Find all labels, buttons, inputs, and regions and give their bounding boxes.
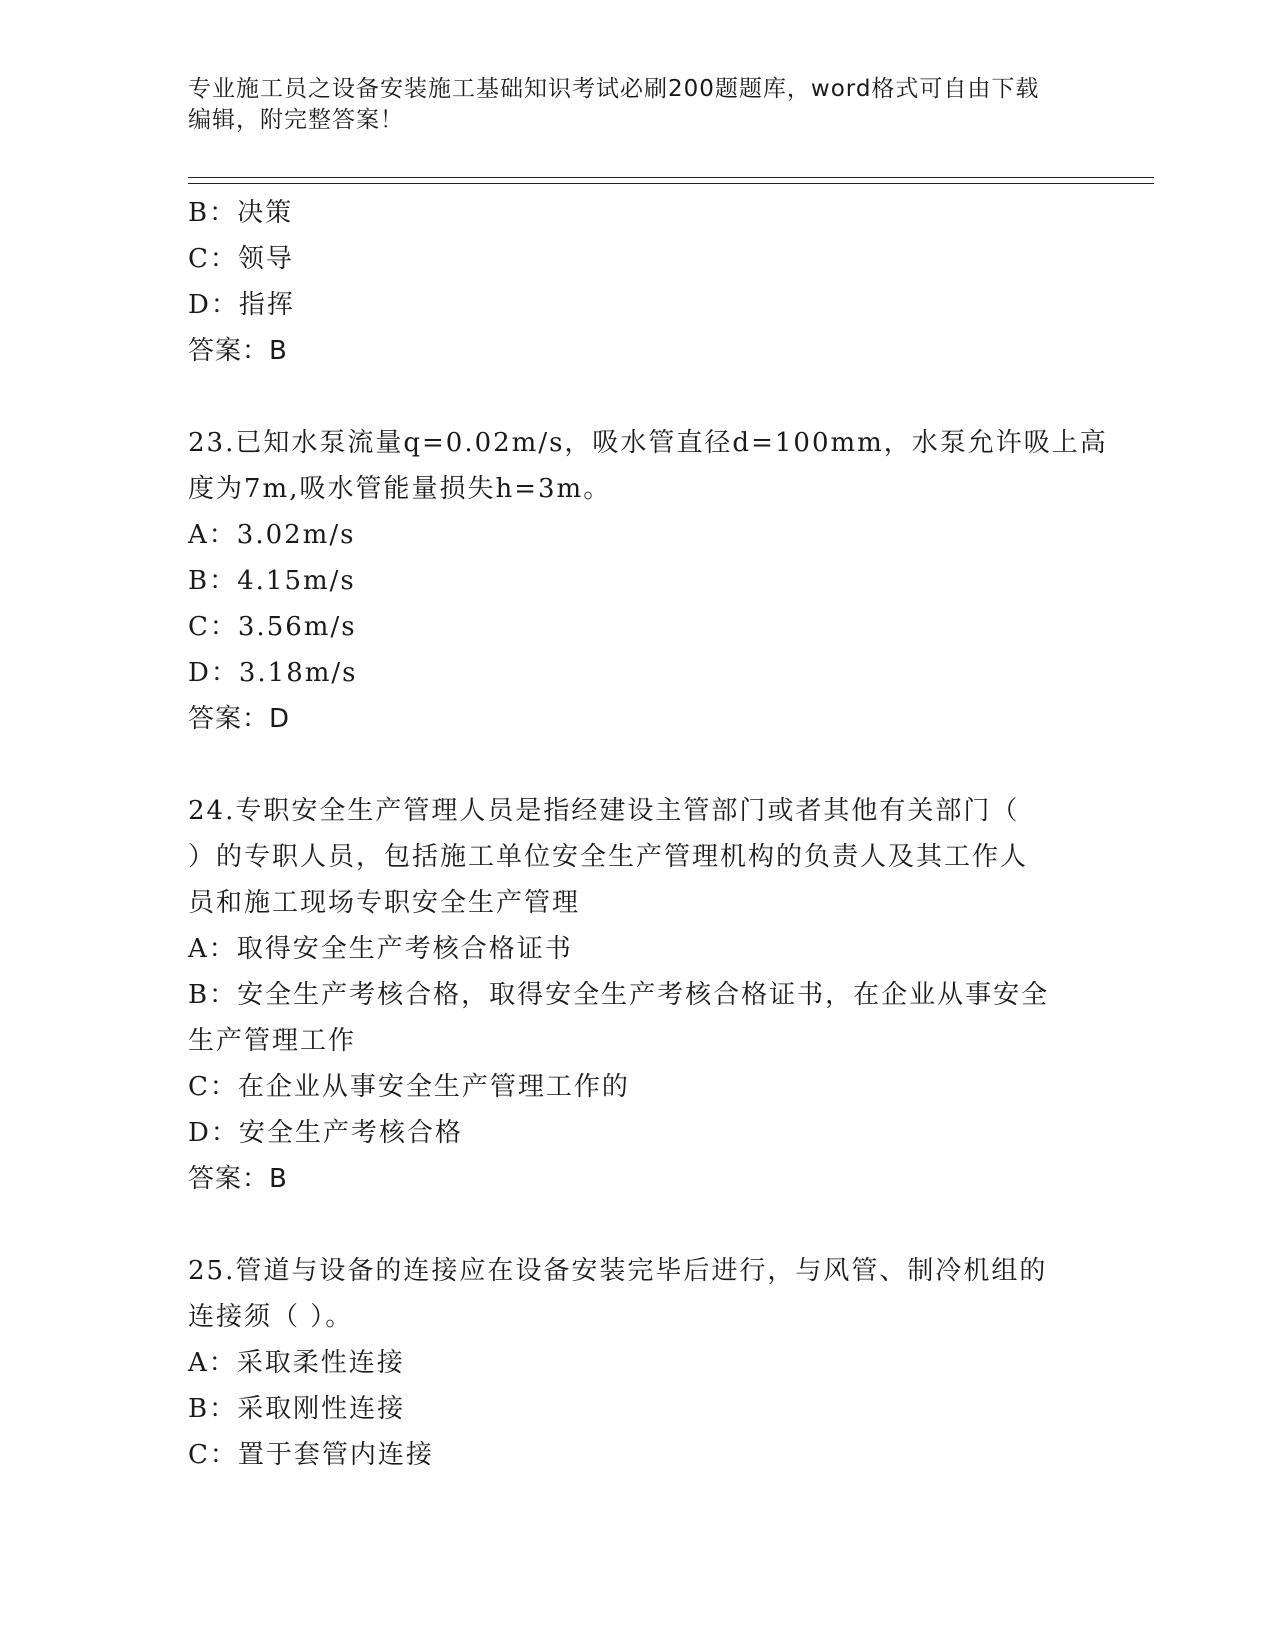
answer: 答案：D: [188, 704, 291, 734]
header-divider-top: [188, 177, 1154, 178]
question-text-line: 24.专职安全生产管理人员是指经建设主管部门或者其他有关部门（: [188, 796, 1020, 826]
question-25: [188, 1248, 1078, 1478]
option-d: D：指挥: [188, 290, 295, 320]
question-text-line: 23.已知水泵流量q=0.02m/s，吸水管直径d=100mm，水泵允许吸上高: [188, 428, 1108, 458]
option-d: D：3.18m/s: [188, 658, 358, 688]
option-b: B：安全生产考核合格，取得安全生产考核合格证书，在企业从事安全: [188, 980, 1050, 1010]
question-text-line: 度为7m,吸水管能量损失h=3m。: [188, 474, 612, 504]
option-b: B：决策: [188, 198, 294, 228]
question-text-line: 员和施工现场专职安全生产管理: [188, 888, 581, 918]
option-c: C：在企业从事安全生产管理工作的: [188, 1072, 630, 1102]
document-header: [188, 74, 1088, 136]
option-d: D：安全生产考核合格: [188, 1118, 463, 1148]
question-24: [188, 788, 1078, 1202]
question-text-line: 连接须（ ）。: [188, 1302, 354, 1332]
option-c: C：领导: [188, 244, 294, 274]
answer: 答案：B: [188, 1164, 288, 1194]
question-text-line: ）的专职人员，包括施工单位安全生产管理机构的负责人及其工作人: [188, 842, 1029, 872]
option-a: A：取得安全生产考核合格证书: [188, 934, 573, 964]
header-line-2: 编辑，附完整答案！: [188, 107, 404, 133]
option-b: B：4.15m/s: [188, 566, 356, 596]
option-b: B：采取刚性连接: [188, 1394, 406, 1424]
option-b-continued: 生产管理工作: [188, 1026, 357, 1056]
header-divider-bottom: [188, 183, 1154, 184]
option-c: C：置于套管内连接: [188, 1440, 434, 1470]
question-text-line: 25.管道与设备的连接应在设备安装完毕后进行，与风管、制冷机组的: [188, 1256, 1048, 1286]
option-c: C：3.56m/s: [188, 612, 357, 642]
question-23: [188, 420, 1108, 742]
question-content: [188, 190, 1108, 1478]
answer: 答案：B: [188, 336, 288, 366]
question-22-continued: [188, 190, 1078, 374]
option-a: A：采取柔性连接: [188, 1348, 405, 1378]
option-a: A：3.02m/s: [188, 520, 356, 550]
header-line-1: 专业施工员之设备安装施工基础知识考试必刷200题题库，word格式可自由下载: [188, 76, 1040, 102]
